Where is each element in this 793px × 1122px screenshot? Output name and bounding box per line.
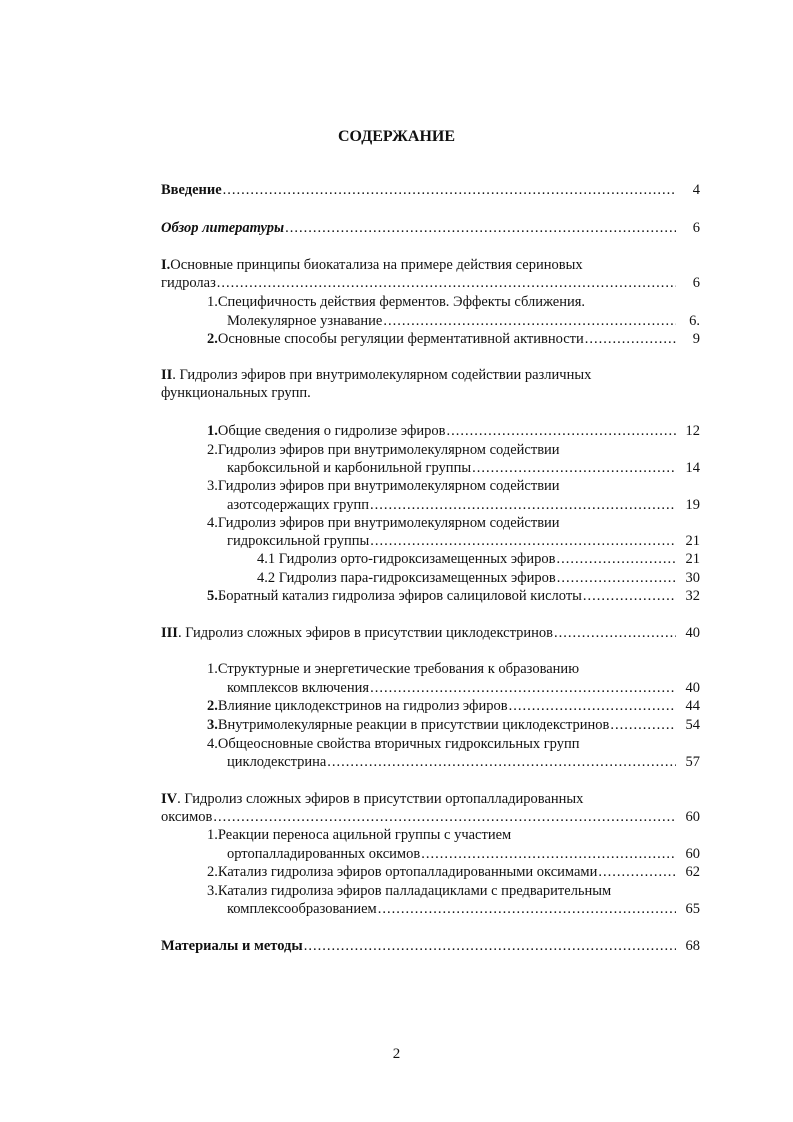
leader-dots <box>285 219 676 237</box>
chapter-title-line1: . Гидролиз сложных эфиров в присутствии циклодекстринов <box>177 625 553 641</box>
toc-page: 4 <box>692 182 700 198</box>
item-number: 4. <box>207 515 218 531</box>
item-line1: Общеосновные свойства вторичных гидроксильных групп <box>217 736 580 752</box>
item-number: 1. <box>207 827 218 843</box>
toc-chapter-1-title <box>161 256 583 274</box>
item-line1: Влияние циклодекстринов на гидролиз эфиров <box>217 698 508 714</box>
toc-item-3-1-line2 <box>227 679 700 697</box>
chapter-title-line2: гидролаз <box>161 275 216 291</box>
toc-page: 62 <box>685 864 700 880</box>
item-line1: Основные способы регуляции ферментативной активности <box>217 331 584 347</box>
toc-item-2-1 <box>207 422 700 440</box>
leader-dots <box>509 697 676 715</box>
toc-chapter-2-title <box>161 366 591 384</box>
toc-page: 12 <box>685 423 700 439</box>
leader-dots <box>585 330 676 348</box>
leader-dots <box>446 422 676 440</box>
chapter-title-line1: . Гидролиз сложных эфиров в присутствии ортопалладированных <box>177 791 584 807</box>
toc-entry-methods <box>161 937 700 955</box>
leader-dots <box>383 312 676 330</box>
item-line2: азотсодержащих групп <box>227 497 370 513</box>
toc-subitem-4-1 <box>257 550 700 568</box>
toc-subitem-4-2 <box>257 569 700 587</box>
subitem-label: 4.2 Гидролиз пара-гидроксизамещенных эфиров <box>257 570 556 586</box>
item-number: 1. <box>207 294 218 310</box>
item-number: 3. <box>207 478 218 494</box>
page-number: 2 <box>392 1046 401 1062</box>
toc-page: 30 <box>685 570 700 586</box>
toc-entry-review <box>161 219 700 237</box>
toc-item-4-3 <box>207 882 611 900</box>
leader-dots <box>370 532 676 550</box>
subitem-label: 4.1 Гидролиз орто-гидроксизамещенных эфиров <box>257 551 556 567</box>
chapter-title-line2: оксимов <box>161 809 213 825</box>
item-line1: Гидролиз эфиров при внутримолекулярном содействии <box>217 515 560 531</box>
chapter-number: I. <box>161 257 171 273</box>
toc-item-3-4 <box>207 735 580 753</box>
item-line1: Внутримолекулярные реакции в присутствии циклодекстринов <box>217 717 610 733</box>
toc-chapter-1-line2 <box>161 274 700 292</box>
leader-dots <box>421 845 676 863</box>
item-number: 3. <box>207 883 218 899</box>
toc-page: 65 <box>685 901 700 917</box>
toc-page: 40 <box>685 680 700 696</box>
toc-page: 57 <box>685 754 700 770</box>
leader-dots <box>598 863 676 881</box>
toc-label: Введение <box>161 182 222 198</box>
chapter-number: III <box>161 625 178 641</box>
item-line1: Реакции переноса ацильной группы с участием <box>217 827 512 843</box>
item-line2: Молекулярное узнавание <box>227 313 383 329</box>
leader-dots <box>557 569 676 587</box>
toc-page: 19 <box>685 497 700 513</box>
leader-dots <box>554 624 676 642</box>
item-line1: Специфичность действия ферментов. Эффекты сближения. <box>217 294 586 310</box>
toc-page: 68 <box>685 938 700 954</box>
item-number: 2. <box>207 442 218 458</box>
leader-dots <box>223 181 676 199</box>
chapter-title-line1: . Гидролиз эфиров при внутримолекулярном содействии различных <box>172 367 592 383</box>
toc-page: 6 <box>692 275 700 291</box>
toc-chapter-4-line2 <box>161 808 700 826</box>
leader-dots <box>610 716 676 734</box>
toc-page: 54 <box>685 717 700 733</box>
leader-dots <box>557 550 676 568</box>
toc-item-1-1-line2 <box>227 312 700 330</box>
leader-dots <box>304 937 676 955</box>
toc-label: Обзор литературы <box>161 220 285 236</box>
toc-item-4-3-line2 <box>227 900 700 918</box>
toc-label: Материалы и методы <box>161 938 303 954</box>
toc-page: 9 <box>692 331 700 347</box>
toc-page: 40 <box>685 625 700 641</box>
item-line2: гидроксильной группы <box>227 533 370 549</box>
toc-chapter-3-title <box>161 624 700 642</box>
leader-dots <box>370 496 676 514</box>
toc-chapter-4-title <box>161 790 583 808</box>
toc-page: 60 <box>685 809 700 825</box>
toc-chapter-2-line2: функциональных групп. <box>161 385 311 401</box>
toc-item-2-4 <box>207 514 560 532</box>
item-number: 2. <box>207 331 218 347</box>
toc-item-2-2-line2 <box>227 459 700 477</box>
item-line2: карбоксильной и карбонильной группы <box>227 460 472 476</box>
leader-dots <box>370 679 676 697</box>
item-number: 4. <box>207 736 218 752</box>
item-line2: комплексов включения <box>227 680 370 696</box>
item-line1: Боратный катализ гидролиза эфиров салициловой кислоты <box>217 588 582 604</box>
toc-item-4-2 <box>207 863 700 881</box>
item-number: 1. <box>207 661 218 677</box>
page-title: СОДЕРЖАНИЕ <box>337 128 456 145</box>
item-line2: ортопалладированных оксимов <box>227 846 421 862</box>
toc-item-2-5 <box>207 587 700 605</box>
item-line1: Общие сведения о гидролизе эфиров <box>217 423 446 439</box>
toc-item-4-1-line2 <box>227 845 700 863</box>
toc-page: 32 <box>685 588 700 604</box>
toc-page: 21 <box>685 533 700 549</box>
toc-page: 60 <box>685 846 700 862</box>
toc-item-3-2 <box>207 697 700 715</box>
leader-dots <box>327 753 676 771</box>
toc-page: 44 <box>685 698 700 714</box>
toc-item-3-1 <box>207 660 579 678</box>
chapter-title-line1: Основные принципы биокатализа на примере действия сериновых <box>170 257 583 273</box>
toc-item-4-1 <box>207 826 511 844</box>
toc-item-1-1 <box>207 293 585 311</box>
chapter-title <box>161 624 553 642</box>
item-line1: Гидролиз эфиров при внутримолекулярном содействии <box>217 478 560 494</box>
item-line1: Гидролиз эфиров при внутримолекулярном содействии <box>217 442 560 458</box>
item-number: 5. <box>207 588 218 604</box>
toc-item-3-4-line2 <box>227 753 700 771</box>
item-number: 1. <box>207 423 218 439</box>
leader-dots <box>472 459 676 477</box>
toc-item-2-3 <box>207 477 560 495</box>
item-line1: Структурные и энергетические требования к образованию <box>217 661 580 677</box>
toc-page: 21 <box>685 551 700 567</box>
toc-item-2-3-line2 <box>227 496 700 514</box>
toc-page: 6 <box>692 220 700 236</box>
chapter-number: II <box>161 367 173 383</box>
leader-dots <box>378 900 676 918</box>
leader-dots <box>583 587 676 605</box>
toc-item-2-4-line2 <box>227 532 700 550</box>
item-number: 3. <box>207 717 218 733</box>
toc-item-2-2 <box>207 441 560 459</box>
item-line1: Катализ гидролиза эфиров палладациклами с предварительным <box>217 883 612 899</box>
toc-item-1-2 <box>207 330 700 348</box>
item-line1: Катализ гидролиза эфиров ортопалладированными оксимами <box>217 864 598 880</box>
item-line2: циклодекстрина <box>227 754 327 770</box>
item-number: 2. <box>207 864 218 880</box>
leader-dots <box>217 274 676 292</box>
item-line2: комплексообразованием <box>227 901 377 917</box>
item-number: 2. <box>207 698 218 714</box>
toc-item-3-3 <box>207 716 700 734</box>
leader-dots <box>213 808 676 826</box>
toc-page: 14 <box>685 460 700 476</box>
toc-page: 6. <box>689 313 700 329</box>
toc-entry-intro <box>161 181 700 199</box>
chapter-number: IV <box>161 791 178 807</box>
